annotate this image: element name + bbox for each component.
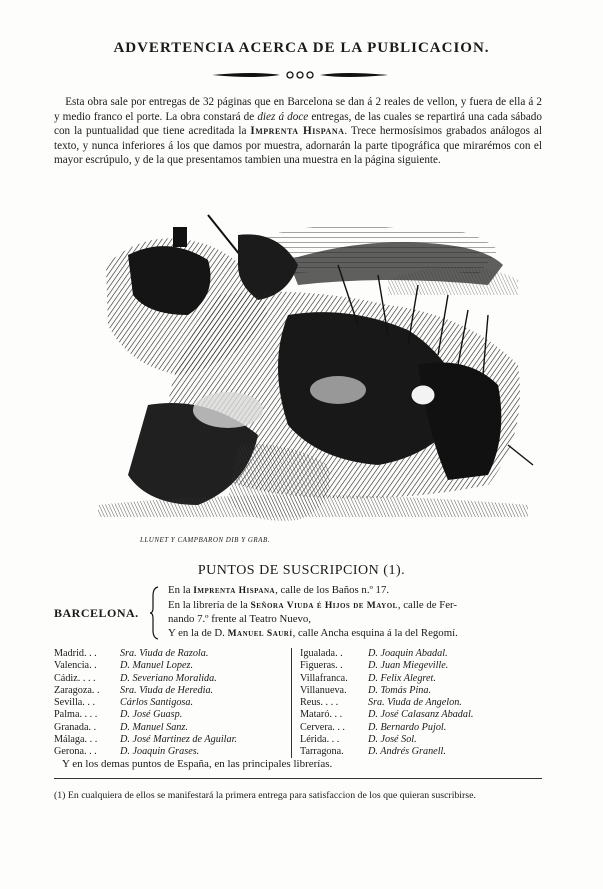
engraving-credit: LLUNET Y CAMPBARON DIB Y GRAB. xyxy=(140,536,270,544)
agent-name: D. Joaquin Grases. xyxy=(120,746,200,758)
list-item xyxy=(54,734,284,746)
agent-name: D. Juan Miegeville. xyxy=(368,660,449,672)
ornament-divider xyxy=(210,70,390,80)
agent-name: D. José Sol. xyxy=(368,734,417,746)
line4-name: Manuel Saurí xyxy=(227,628,293,639)
city-name: Valencia. . xyxy=(54,660,97,672)
press-name: Imprenta Hispana xyxy=(250,125,345,138)
city-name: Reus. . . . xyxy=(300,697,339,709)
line2-pre: En la librería de la xyxy=(168,598,251,611)
city-name: Palma. . . . xyxy=(54,709,98,721)
list-item xyxy=(54,709,284,721)
city-name: Figueras. . xyxy=(300,660,343,672)
agent-name: D. Severiano Moralida. xyxy=(120,672,217,684)
list-item xyxy=(300,709,545,721)
remaining-locations: Y en los demas puntos de España, en las principales librerías. xyxy=(62,758,333,770)
line2-shop: Señora Viuda é Hijos de Mayol xyxy=(250,600,398,611)
list-item xyxy=(300,722,545,734)
list-item xyxy=(300,660,545,672)
agents-left-column xyxy=(54,648,284,759)
city-name: Cádiz. . . . xyxy=(54,672,96,684)
city-name: Mataró. . . xyxy=(300,709,343,721)
page-title: ADVERTENCIA ACERCA DE LA PUBLICACION. xyxy=(113,40,490,56)
list-item xyxy=(54,697,284,709)
list-item xyxy=(300,734,545,746)
list-item xyxy=(300,746,545,758)
agent-name: D. Manuel Lopez. xyxy=(120,660,194,672)
list-item xyxy=(54,660,284,672)
brace-icon xyxy=(150,586,160,640)
city-name: Igualada. . xyxy=(300,648,343,659)
barcelona-line-1 xyxy=(168,584,548,599)
city-name: Madrid. . . xyxy=(54,648,97,659)
agent-name: Cárlos Santigosa. xyxy=(120,697,194,709)
list-item xyxy=(300,697,545,709)
city-name: Tarragona. xyxy=(300,746,344,758)
city-name: Málaga. . . xyxy=(54,734,98,746)
agent-name: D. José Martinez de Aguilar. xyxy=(120,734,237,746)
city-name: Villanueva. xyxy=(300,684,347,696)
list-item xyxy=(300,648,545,660)
line4-pre: Y en la de D. xyxy=(168,626,228,639)
column-divider xyxy=(291,648,292,758)
city-name: Villafranca. xyxy=(300,672,348,684)
intro-text-2: entregas, de las cuales se repartirá una cada sábado con la puntualidad que tiene acreditada la xyxy=(54,110,542,138)
barcelona-locations xyxy=(168,584,548,641)
battle-engraving xyxy=(88,205,538,533)
city-name: Cervera. . . xyxy=(300,721,345,733)
agent-name: D. Felix Alegret. xyxy=(368,672,436,684)
barcelona-line-2 xyxy=(168,599,548,614)
footnote-rule xyxy=(54,778,542,779)
list-item xyxy=(54,648,284,660)
agent-name: D. José Guasp. xyxy=(120,709,183,721)
line4-post: , calle Ancha esquina á la del Regomí. xyxy=(292,626,458,639)
intro-text-3: . Trece hermosísimos grabados análogos al texto, y nunca inferiores á los que damos por muestra, adornarán la parte tipográfica que mirarémos con el mayor escrúpulo, y de la que presentamos tambien una muestra en la página siguiente. xyxy=(54,125,542,167)
agent-name: D. Bernardo Pujol. xyxy=(368,721,447,733)
agents-right-column xyxy=(300,648,545,759)
city-name: Zaragoza. . xyxy=(54,684,100,696)
list-item xyxy=(300,673,545,685)
line1-press: Imprenta Hispana xyxy=(193,586,276,596)
agent-name: D. Tomás Pina. xyxy=(368,684,432,696)
intro-paragraph xyxy=(54,95,542,168)
city-name: Gerona. . . xyxy=(54,746,97,758)
footnote: (1) En cualquiera de ellos se manifestará la primera entrega para satisfaccion de los que quieran suscribirse. xyxy=(54,790,476,801)
agent-name: D. José Calasanz Abadal. xyxy=(368,709,474,721)
city-name: Sevilla. . . xyxy=(54,697,96,709)
agent-name: D. Andrés Granell. xyxy=(368,746,446,758)
subscription-title: PUNTOS DE SUSCRIPCION (1). xyxy=(197,563,406,578)
list-item xyxy=(300,685,545,697)
line2-post: , calle de Fer- xyxy=(397,598,457,611)
agent-name: Sra. Viuda de Heredia. xyxy=(120,684,214,696)
barcelona-line-3: nando 7.º frente al Teatro Nuevo, xyxy=(168,613,312,625)
line1-post: , calle de los Baños n.º 17. xyxy=(275,584,390,596)
intro-text-1: Esta obra sale por entregas de 32 páginas que en Barcelona se dan á 2 reales de vellon, y fuera de ella á 2 y medio franco el porte. La obra constará de xyxy=(54,96,542,123)
list-item xyxy=(54,746,284,758)
barcelona-label: BARCELONA. xyxy=(54,606,139,620)
agent-name: D. Manuel Sanz. xyxy=(120,721,188,733)
line1-pre: En la xyxy=(168,584,194,596)
list-item xyxy=(54,673,284,685)
city-name: Granada. . xyxy=(54,721,97,733)
barcelona-line-4 xyxy=(168,627,548,642)
list-item xyxy=(54,685,284,697)
agent-name: Sra. Viuda de Angelon. xyxy=(368,697,462,709)
intro-emphasis: diez á doce xyxy=(257,110,309,123)
list-item xyxy=(54,722,284,734)
agent-name: D. Joaquin Abadal. xyxy=(368,648,448,659)
agent-name: Sra. Viuda de Razola. xyxy=(120,648,209,659)
city-name: Lérida. . . xyxy=(300,734,340,746)
